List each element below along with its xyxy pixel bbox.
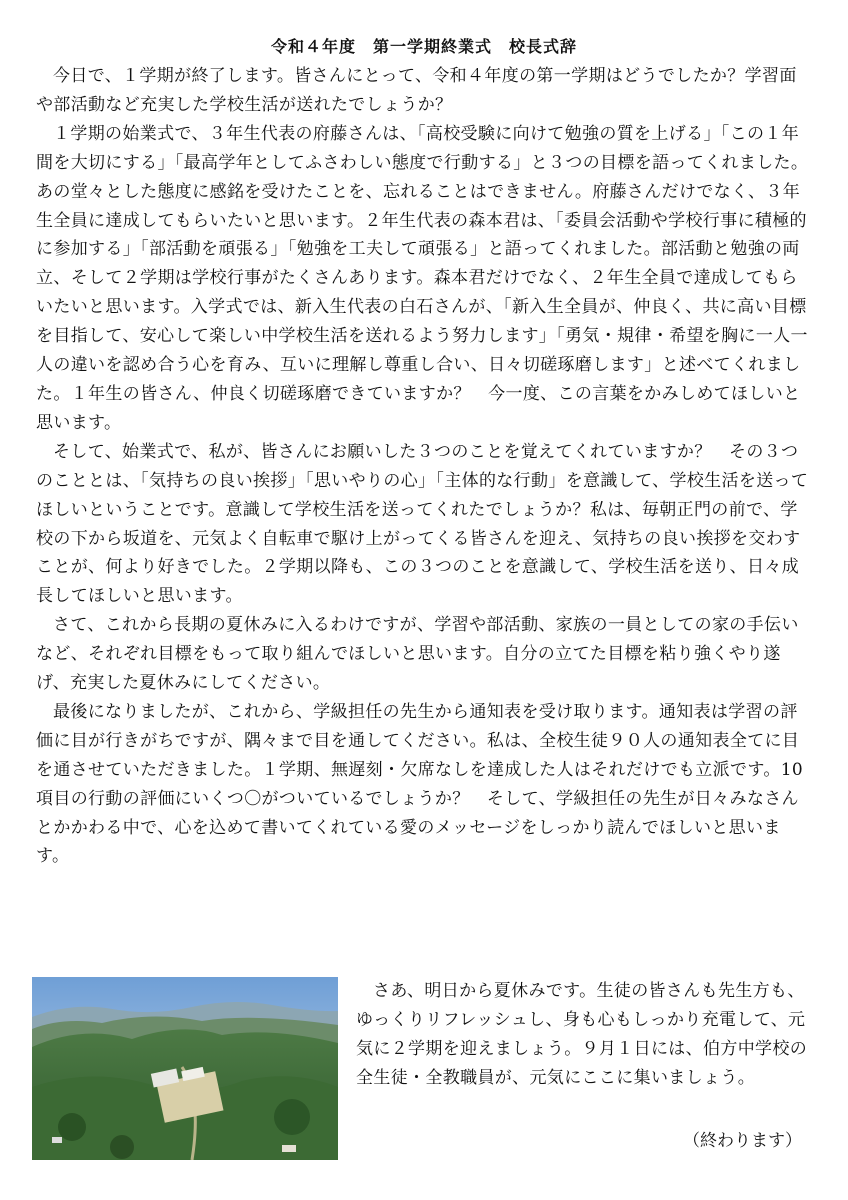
paragraph-5: 最後になりましたが、これから、学級担任の先生から通知表を受け取ります。通知表は学習の評価に目が行きがちですが、隅々まで目を通してください。私は、全校生徒９０人の通知表全てに目を通させていただきました。１学期、無遅刻・欠席なしを達成した人はそれだけでも立派です。10項目の行動の評価にいくつ〇がついているでしょうか？ そして、学級担任の先生が日々みなさんとかかわる中で、心を込めて書いてくれている愛のメッセージをしっかり読んでほしいと思います。 (36, 701, 804, 867)
speech-body (36, 62, 814, 871)
closing-text: さあ、明日から夏休みです。生徒の皆さんも先生方も、ゆっくりリフレッシュし、身も心もしっかり充電して、元気に２学期を迎えましょう。９月１日には、伯方中学校の全生徒・全教職員が、元気にここに集いましょう。 (356, 981, 808, 1088)
paragraph-1: 今日で、１学期が終了します。皆さんにとって、令和４年度の第一学期はどうでしたか？学習面や部活動など充実した学校生活が送れたでしょうか？ (36, 66, 797, 115)
speech-title: 令和４年度 第一学期終業式 校長式辞 (270, 37, 577, 56)
signoff: （終わります） (683, 1131, 802, 1151)
closing-paragraph (356, 977, 814, 1093)
school-aerial-photo (32, 977, 338, 1160)
aerial-photo-image (32, 977, 338, 1160)
paragraph-3: そして、始業式で、私が、皆さんにお願いした３つのことを覚えてくれていますか？ その３つのこととは、「気持ちの良い挨拶」「思いやりの心」「主体的な行動」を意識して、学校生活を送ってほしいということです。意識して学校生活を送ってくれたでしょうか？私は、毎朝正門の前で、学校の下から坂道を、元気よく自転車で駆け上がってくる皆さんを迎え、気持ちの良い挨拶を交わすことが、何より好きでした。２学期以降も、この３つのことを意識して、学校生活を送り、日々成長してほしいと思います。 (36, 441, 809, 607)
paragraph-2: １学期の始業式で、３年生代表の府藤さんは、「高校受験に向けて勉強の質を上げる」「この１年間を大切にする」「最高学年としてふさわしい態度で行動する」と３つの目標を語ってくれました。あの堂々とした態度に感銘を受けたことを、忘れることはできません。府藤さんだけでなく、３年生全員に達成してもらいたいと思います。２年生代表の森本君は、「委員会活動や学校行事に積極的に参加する」「部活動を頑張る」「勉強を工夫して頑張る」と語ってくれました。部活動と勉強の両立、そして２学期は学校行事がたくさんあります。森本君だけでなく、２年生全員で達成してもらいたいと思います。入学式では、新入生代表の白石さんが、「新入生全員が、仲良く、共に高い目標を目指して、安心して楽しい中学校生活を送れるよう努力します」「勇気・規律・希望を胸に一人一人の違いを認め合う心を育み、互いに理解し尊重し合い、日々切磋琢磨します」と述べてくれました。１年生の皆さん、仲良く切磋琢磨できていますか？ 今一度、この言葉をかみしめてほしいと思います。 (36, 123, 809, 433)
paragraph-4: さて、これから長期の夏休みに入るわけですが、学習や部活動、家族の一員としての家の手伝いなど、それぞれ目標をもって取り組んでほしいと思います。自分の立てた目標を粘り強くやり遂げ、充実した夏休みにしてください。 (36, 615, 799, 694)
